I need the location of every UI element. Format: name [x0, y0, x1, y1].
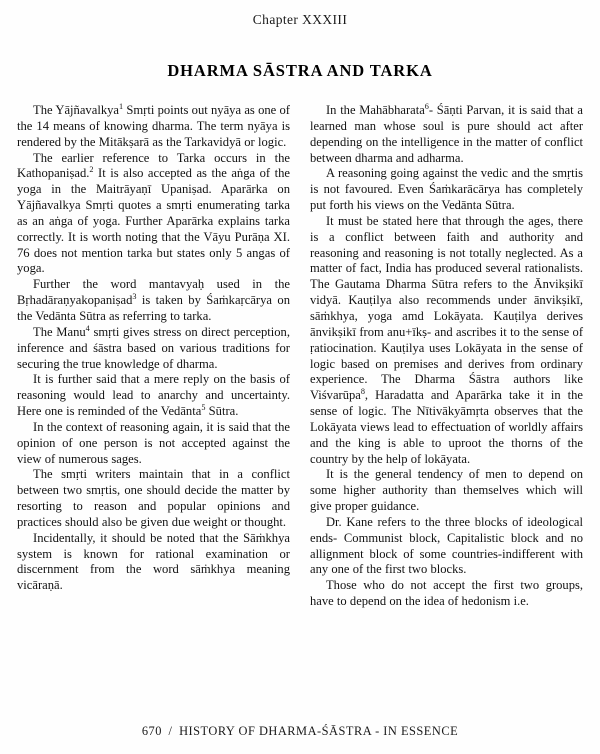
paragraph: The earlier reference to Tarka occurs in the Kathopaniṣad.$^2$ It is also accepted as the aṅga of the yoga in the Maitrāyaṇī Upaniṣad. Aparārka on Yājñavalkya Smṛti quotes a smṛti enumerating tarka as an aṅga of yoga. Further Aparārka explains tarka correctly. It is worth noting that the Vāyu Purāṇa XI. 76 does not mention tarka but states only 5 angas of yoga. — [17, 150, 290, 276]
paragraph: In the Mahābharata$^6$- Śāṇti Parvan, it is said that a learned man whose soul is pure should act after depending on the intelligence in the matter of conflict between dharma and adharma. — [310, 101, 583, 165]
chapter-heading: Chapter XXXIII — [252, 12, 348, 27]
page-footer — [0, 724, 600, 739]
paragraph: The Manu$^4$ smṛti gives stress on direct perception, inference and śāstra based on various traditions for securing the true knowledge of dharma. — [17, 323, 290, 371]
footer-book-title: HISTORY OF DHARMA-ŚĀSTRA - IN ESSENCE — [179, 724, 459, 738]
paragraph: Further the word mantavyaḥ used in the Bṛhadāraṇyakopaniṣad$^3$ is taken by Śaṁkaṛcārya on the Vedānta Sūtra as referring to tarka. — [17, 277, 290, 323]
paragraph: Incidentally, it should be noted that the Sāṁkhya system is known for rational examination or discernment from the word sāṁkhya meaning vicāraṇā. — [17, 530, 290, 593]
paragraph: The smṛti writers maintain that in a conflict between two smṛtis, one should decide the matter by resorting to reason and popular opinions and practices should also be given due weight or thought. — [17, 467, 290, 529]
paragraph: It must be stated here that through the ages, there is a conflict between faith and authority and reasoning and reasoning is not totally neglected. As a matter of fact, India has produced several rationalists. The Gautama Dharma Sūtra refers to the Ānvikṣikī vidyā. Kauṭilya also recommends under ānvikṣikī, sāṁkhya, yoga amd Lokāyata. Kauṭilya derives ānvikṣikī from anu+īkṣ- and ascribes it to the sense of ṛatiocination. Kauṭilya uses Lokāyata in the sense of logic based on premises and derives from ordinary experience. The Dharma Śāstra authors like Viśvarūpa$^8$, Haradatta and Aparārka take it in the sense of logic. The Nītivākyāmṛta observes that the Lokāyata views lead to effectuation of worldly affairs and the king is able to uproot the thorns of the country by the help of lokāyata. — [310, 213, 583, 466]
paragraph: Dr. Kane refers to the three blocks of ideological ends- Communist block, Capitalistic block and no allignment block of some countries-indifferent with any one of the first two blocks. — [310, 514, 583, 577]
paragraph: A reasoning going against the vedic and the smṛtis is not favoured. Even Śaṁkarācārya has completely put forth his views on the Vedānta Sūtra. — [310, 166, 583, 213]
two-column-body — [17, 103, 583, 703]
footer-page-number: 670 — [141, 724, 162, 738]
paragraph: Those who do not accept the first two groups, have to depend on the idea of hedonism i.e. — [310, 578, 583, 609]
paragraph: In the context of reasoning again, it is said that the opinion of one person is not accepted against the view of numerous sages. — [17, 419, 290, 466]
page-title: DHARMA SĀSTRA AND TARKA — [167, 61, 433, 81]
column-left — [17, 103, 290, 703]
column-right — [310, 103, 583, 703]
paragraph: The Yājñavalkya$^1$ Smṛti points out nyāya as one of the 14 means of knowing dharma. The term nyāya is rendered by the Mitākṣarā as the Tarkavidyā or logic. — [17, 101, 290, 149]
paragraph: It is further said that a mere reply on the basis of reasoning would lead to anarchy and uncertainty. Here one is reminded of the Vedānta$^5$ Sūtra. — [17, 372, 290, 419]
paragraph: It is the general tendency of men to depend on some higher authority than themselves which will give proper guidance. — [310, 467, 583, 514]
footer-separator: / — [168, 724, 173, 738]
